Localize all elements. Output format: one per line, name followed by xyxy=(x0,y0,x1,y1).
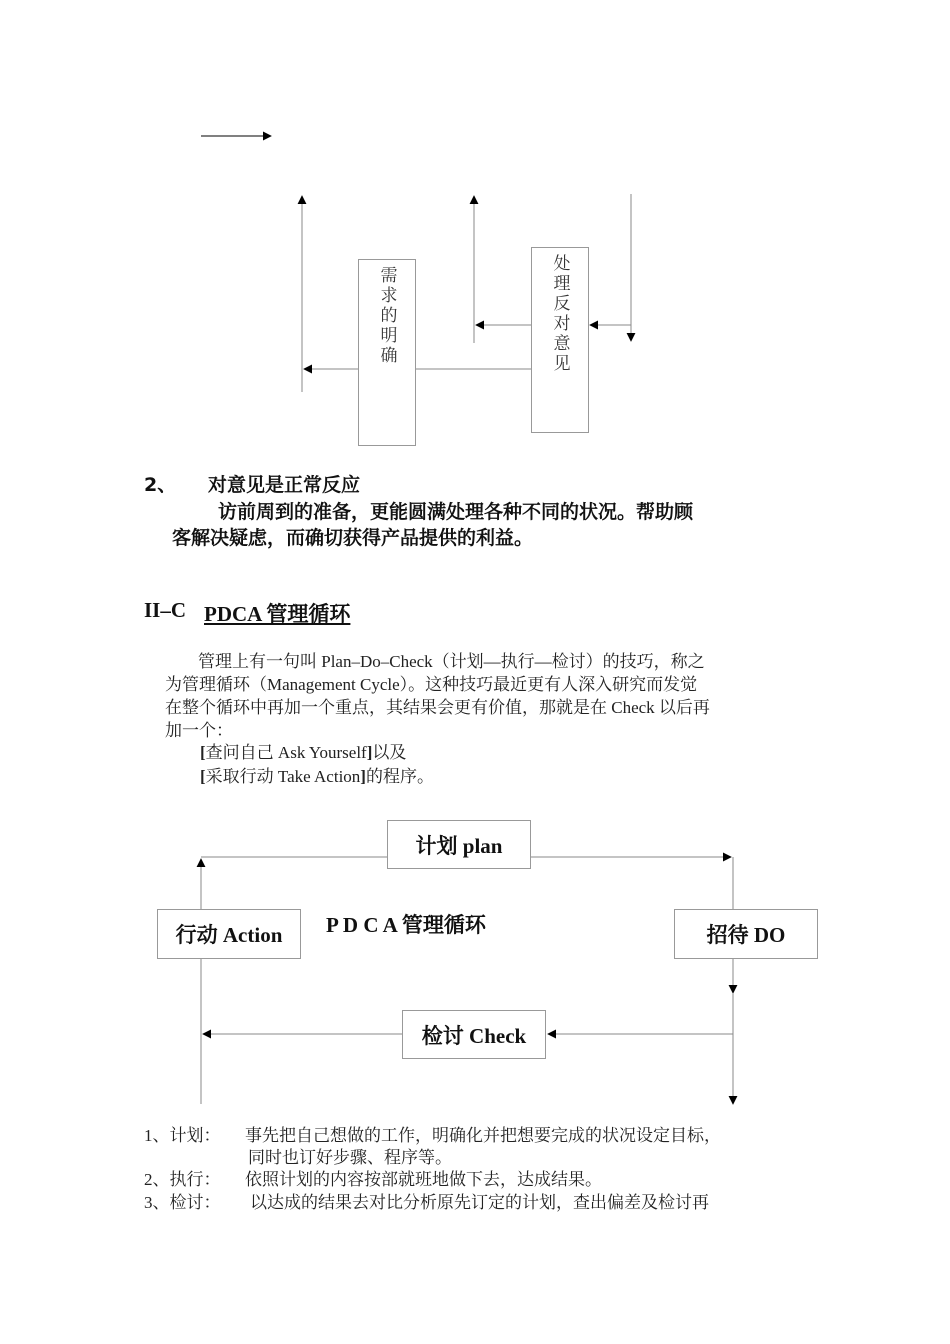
pdca-action-box xyxy=(157,909,301,959)
handle-objection-label: 处理反对意见 xyxy=(549,254,570,374)
pdca-center-title: P D C A 管理循环 xyxy=(326,913,486,937)
pdca-do-label: 招待 DO xyxy=(706,923,786,947)
pdca-plan-label: 计划 plan xyxy=(415,833,503,858)
section-prefix: II–C xyxy=(144,598,187,622)
step-2-label: 2、执行： xyxy=(144,1170,221,1189)
pdca-check-label: 检讨 Check xyxy=(421,1023,527,1048)
bracket-open: [ xyxy=(200,743,206,762)
step-2-text: 依照计划的内容按部就班地做下去，达成结果。 xyxy=(245,1170,602,1189)
point2-line2: 客解决疑虑，而确切获得产品提供的利益。 xyxy=(172,527,534,549)
intro-item-ask xyxy=(200,741,406,764)
pdca-plan-box xyxy=(387,820,531,869)
intro-line-4: 加一个： xyxy=(165,721,233,740)
needs-clarification-box xyxy=(358,259,416,446)
pdca-action-label: 行动 Action xyxy=(175,923,283,947)
section-title: PDCA 管理循环 xyxy=(204,602,351,626)
pdca-do-box xyxy=(674,909,818,959)
pdca-check-box xyxy=(402,1010,546,1059)
bracket-open: [ xyxy=(200,767,206,786)
needs-clarification-label: 需求的明确 xyxy=(376,266,397,366)
bracket-close: ] xyxy=(366,743,373,762)
take-action-tail: 的程序。 xyxy=(365,767,434,786)
step-1-text: 事先把自己想做的工作，明确化并把想要完成的状况设定目标， xyxy=(245,1126,721,1145)
step-1-cont: 同时也订好步骤、程序等。 xyxy=(248,1148,452,1167)
step-3-text: 以达成的结果去对比分析原先订定的计划，查出偏差及检讨再 xyxy=(250,1193,709,1212)
ask-yourself-tail: 以及 xyxy=(372,743,407,762)
intro-line-2: 为管理循环（Management Cycle）。这种技巧最近更有人深入研究而发觉 xyxy=(165,675,698,694)
point2-line1: 访前周到的准备，更能圆满处理各种不同的状况。帮助顾 xyxy=(218,501,694,523)
point2-heading: 对意见是正常反应 xyxy=(208,474,361,496)
intro-line-3: 在整个循环中再加一个重点，其结果会更有价值，那就是在 Check 以后再 xyxy=(165,698,710,717)
take-action-text: 采取行动 Take Action xyxy=(205,767,361,786)
intro-item-action xyxy=(200,765,434,788)
bracket-close: ] xyxy=(360,767,366,786)
handle-objection-box xyxy=(531,247,589,433)
step-3-label: 3、检讨： xyxy=(144,1193,221,1212)
ask-yourself-text: 查问自己 Ask Yourself xyxy=(205,743,367,762)
point2-number: 2、 xyxy=(144,474,177,496)
step-1-label: 1、计划： xyxy=(144,1126,221,1145)
intro-line-1: 管理上有一句叫 Plan–Do–Check（计划—执行—检讨）的技巧，称之 xyxy=(198,652,705,671)
